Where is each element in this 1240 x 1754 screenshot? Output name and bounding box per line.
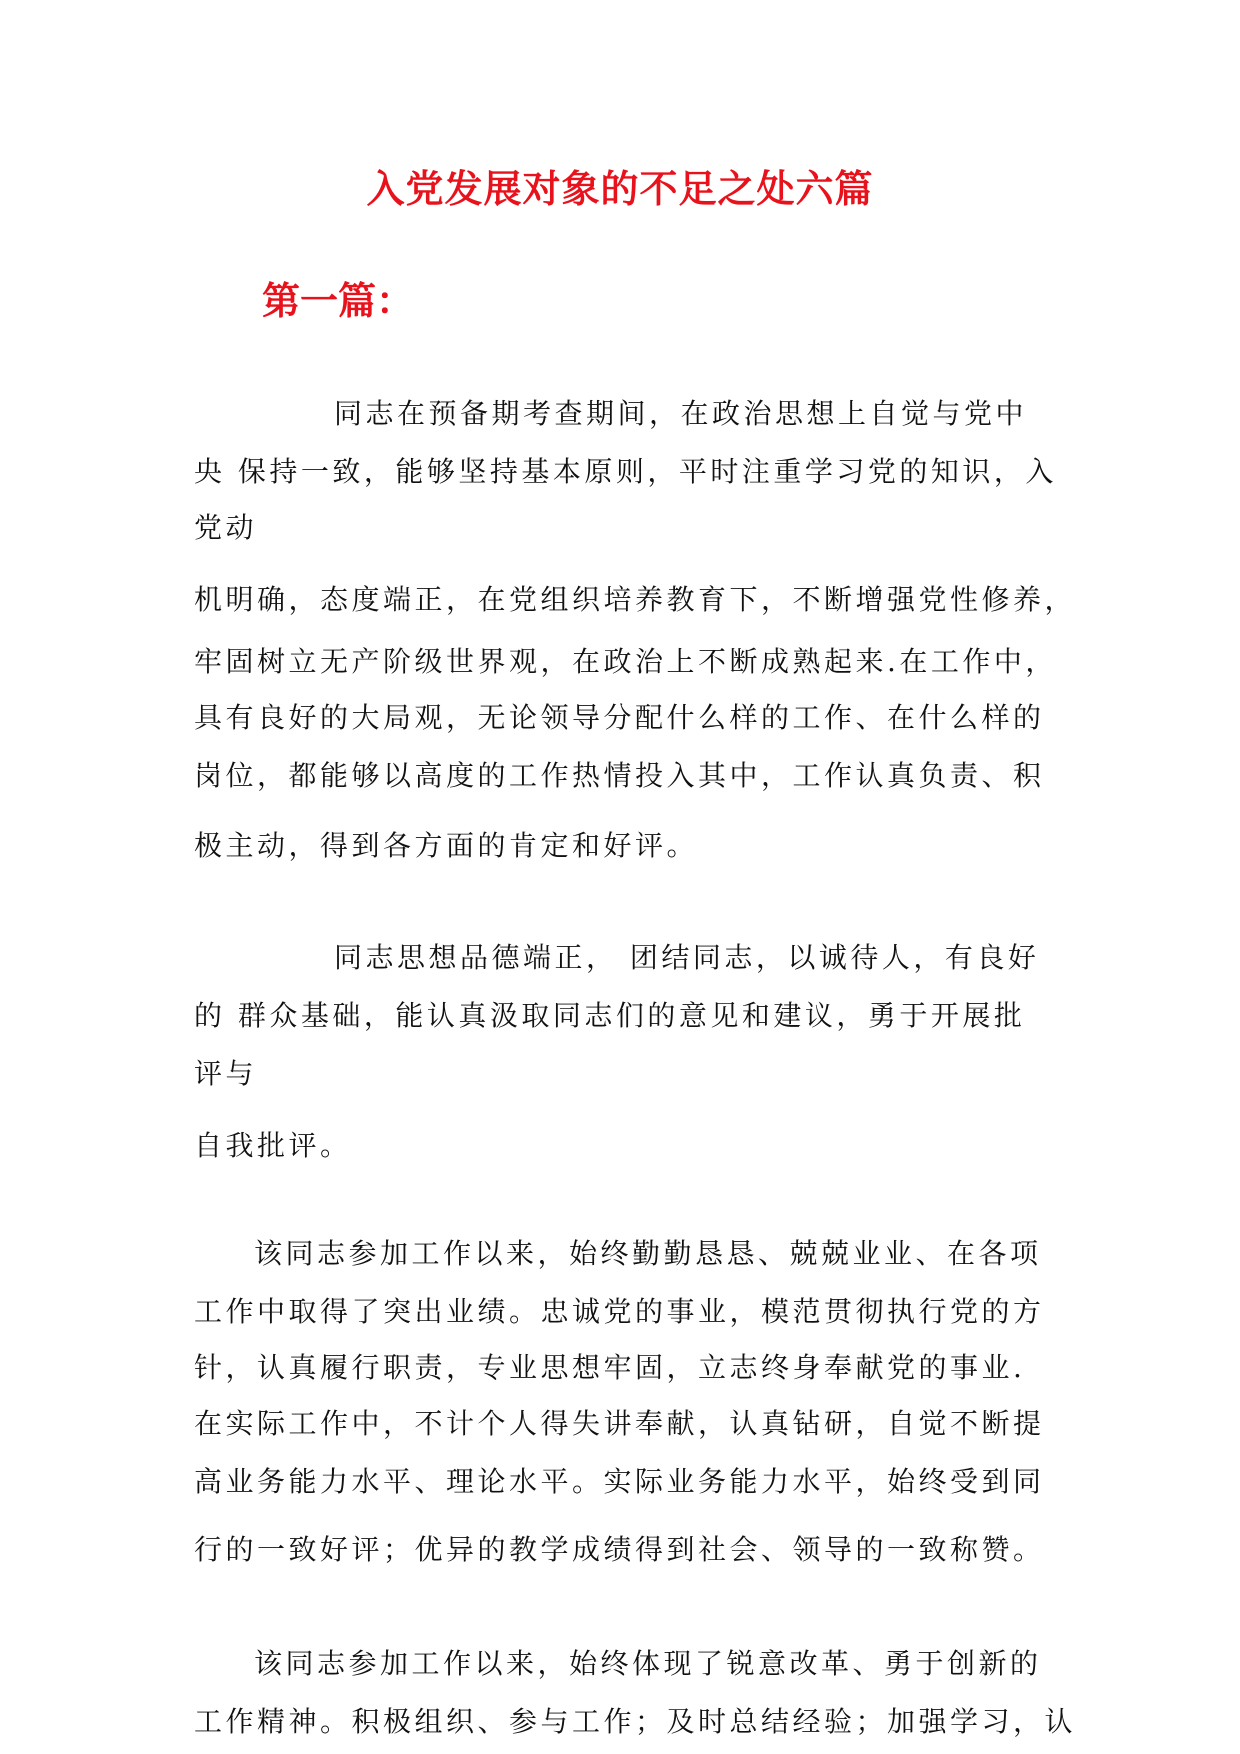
paragraph-line: 在实际工作中，不计个人得失讲奉献，认真钻研，自觉不断提 (194, 1407, 1045, 1440)
paragraph-line: 具有良好的大局观，无论领导分配什么样的工作、在什么样的 (194, 701, 1045, 734)
paragraph-line: 工作精神。积极组织、参与工作；及时总结经验；加强学习，认 (194, 1705, 1077, 1738)
paragraph-line: 极主动，得到各方面的肯定和好评。 (194, 829, 699, 862)
paragraph-line: 评与 (194, 1057, 258, 1090)
paragraph-line: 党动 (194, 511, 258, 544)
paragraph-line: 牢固树立无产阶级世界观，在政治上不断成熟起来.在工作中， (194, 645, 1057, 678)
paragraph-line: 岗位，都能够以高度的工作热情投入其中，工作认真负责、积 (194, 759, 1045, 792)
paragraph-line: 的 群众基础，能认真汲取同志们的意见和建议，勇于开展批 (194, 999, 1026, 1032)
paragraph-line: 该同志参加工作以来，始终体现了锐意改革、勇于创新的 (254, 1647, 1042, 1680)
document-title: 入党发展对象的不足之处六篇 (366, 166, 874, 211)
paragraph-line: 央 保持一致，能够坚持基本原则，平时注重学习党的知识，入 (194, 455, 1057, 488)
paragraph-line: 行的一致好评；优异的教学成绩得到社会、领导的一致称赞。 (194, 1533, 1045, 1566)
section-heading: 第一篇： (262, 278, 415, 323)
paragraph-line: 自我批评。 (194, 1129, 352, 1162)
paragraph-line: 同志在预备期考查期间，在政治思想上自觉与党中 (334, 397, 1028, 430)
paragraph-line: 针，认真履行职责，专业思想牢固，立志终身奉献党的事业. (194, 1351, 1026, 1384)
paragraph-line: 该同志参加工作以来，始终勤勤恳恳、兢兢业业、在各项 (254, 1237, 1042, 1270)
paragraph-line: 高业务能力水平、理论水平。实际业务能力水平，始终受到同 (194, 1465, 1045, 1498)
paragraph-line: 同志思想品德端正， 团结同志，以诚待人，有良好 (334, 941, 1040, 974)
paragraph-line: 工作中取得了突出业绩。忠诚党的事业，模范贯彻执行党的方 (194, 1295, 1045, 1328)
paragraph-line: 机明确，态度端正，在党组织培养教育下，不断增强党性修养， (194, 583, 1077, 616)
